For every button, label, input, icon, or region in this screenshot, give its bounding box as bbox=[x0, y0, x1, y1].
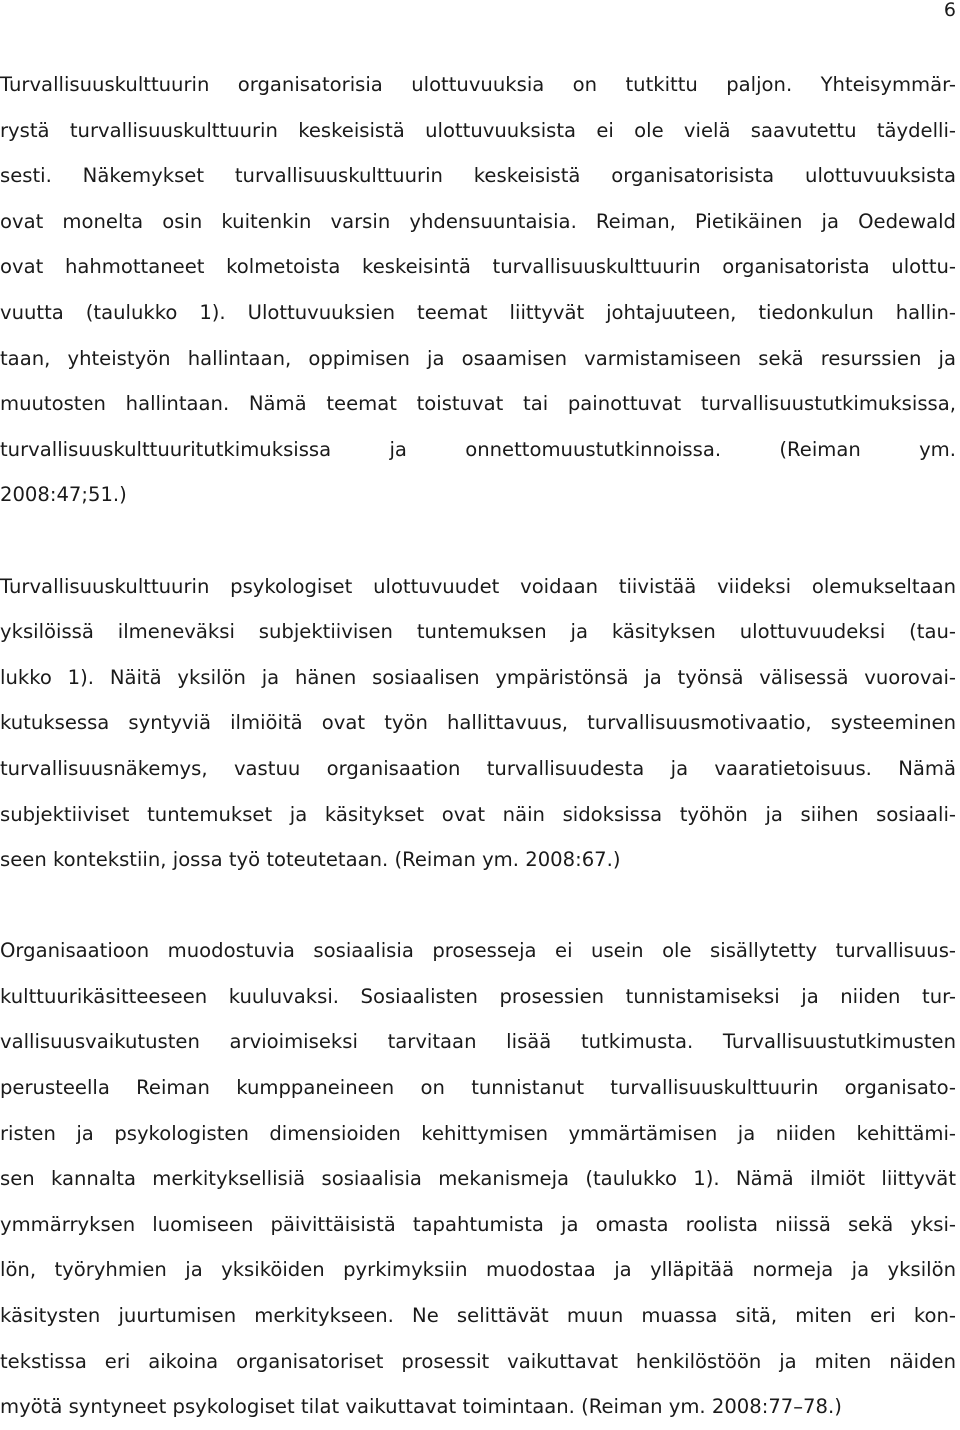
text-line: perusteella Reiman kumppaneineen on tunnistanut turvallisuuskulttuurin organisato- bbox=[0, 1076, 956, 1100]
text-line: Turvallisuuskulttuurin psykologiset ulottuvuudet voidaan tiivistää viideksi olemukseltaan bbox=[0, 574, 956, 598]
text-line: subjektiiviset tuntemukset ja käsitykset ovat näin sidoksissa työhön ja siihen sosiaali- bbox=[0, 802, 956, 826]
document-body bbox=[0, 62, 956, 1430]
text-line: turvallisuuskulttuuritutkimuksissa ja onnettomuustutkinnoissa. (Reiman ym. bbox=[0, 437, 956, 461]
paragraph-spacer bbox=[0, 883, 956, 929]
text-line: 2008:47;51.) bbox=[0, 483, 127, 507]
text-line: seen kontekstiin, jossa työ toteutetaan. (Reiman ym. 2008:67.) bbox=[0, 848, 621, 872]
paragraph-spacer bbox=[0, 518, 956, 564]
text-line: kulttuurikäsitteeseen kuuluvaksi. Sosiaalisten prosessien tunnistamiseksi ja niiden tur- bbox=[0, 984, 956, 1008]
text-line: risten ja psykologisten dimensioiden kehittymisen ymmärtämisen ja niiden kehittämi- bbox=[0, 1121, 956, 1145]
text-line: yksilöissä ilmeneväksi subjektiivisen tuntemuksen ja käsityksen ulottuvuudeksi (tau- bbox=[0, 620, 956, 644]
text-line: ovat hahmottaneet kolmetoista keskeisintä turvallisuuskulttuurin organisatorista ulottu- bbox=[0, 255, 956, 279]
text-line: sen kannalta merkityksellisiä sosiaalisia mekanismeja (taulukko 1). Nämä ilmiöt liittyvät bbox=[0, 1167, 956, 1191]
text-line: tekstissa eri aikoina organisatoriset prosessit vaikuttavat henkilöstöön ja miten näiden bbox=[0, 1349, 956, 1373]
text-line: käsitysten juurtumisen merkitykseen. Ne selittävät muun muassa sitä, miten eri kon- bbox=[0, 1304, 956, 1328]
text-line: vallisuusvaikutusten arvioimiseksi tarvitaan lisää tutkimusta. Turvallisuustutkimusten bbox=[0, 1030, 956, 1054]
text-line: muutosten hallintaan. Nämä teemat toistuvat tai painottuvat turvallisuustutkimuksissa, bbox=[0, 392, 956, 416]
page-number: 6 bbox=[943, 0, 956, 21]
text-line: myötä syntyneet psykologiset tilat vaikuttavat toimintaan. (Reiman ym. 2008:77–78.) bbox=[0, 1395, 842, 1419]
text-line: ymmärryksen luomiseen päivittäisistä tapahtumista ja omasta roolista niissä sekä yksi- bbox=[0, 1212, 956, 1236]
text-line: Turvallisuuskulttuurin organisatorisia ulottuvuuksia on tutkittu paljon. Yhteisymmär- bbox=[0, 73, 956, 96]
text-line: rystä turvallisuuskulttuurin keskeisistä ulottuvuuksista ei ole vielä saavutettu täydelli- bbox=[0, 118, 956, 142]
text-line: vuutta (taulukko 1). Ulottuvuuksien teemat liittyvät johtajuuteen, tiedonkulun hallin- bbox=[0, 300, 956, 324]
paragraph-psychological-dimensions bbox=[0, 564, 956, 883]
text-line: turvallisuusnäkemys, vastuu organisaation turvallisuudesta ja vaaratietoisuus. Nämä bbox=[0, 756, 956, 780]
text-line: kutuksessa syntyviä ilmiöitä ovat työn hallittavuus, turvallisuusmotivaatio, systeeminen bbox=[0, 711, 956, 735]
text-line: Organisaatioon muodostuvia sosiaalisia prosesseja ei usein ole sisällytetty turvallisuus- bbox=[0, 939, 956, 963]
text-line: sesti. Näkemykset turvallisuuskulttuurin keskeisistä organisatorisista ulottuvuuksista bbox=[0, 164, 956, 188]
text-line: lukko 1). Näitä yksilön ja hänen sosiaalisen ympäristönsä ja työnsä välisessä vuorovai- bbox=[0, 665, 956, 689]
text-line: taan, yhteistyön hallintaan, oppimisen ja osaamisen varmistamiseen sekä resurssien ja bbox=[0, 346, 956, 370]
text-line: ovat monelta osin kuitenkin varsin yhdensuuntaisia. Reiman, Pietikäinen ja Oedewald bbox=[0, 209, 956, 233]
text-line: lön, työryhmien ja yksiköiden pyrkimyksiin muodostaa ja ylläpitää normeja ja yksilön bbox=[0, 1258, 956, 1282]
paragraph-organisational-dimensions bbox=[0, 62, 956, 518]
paragraph-social-processes bbox=[0, 928, 956, 1430]
